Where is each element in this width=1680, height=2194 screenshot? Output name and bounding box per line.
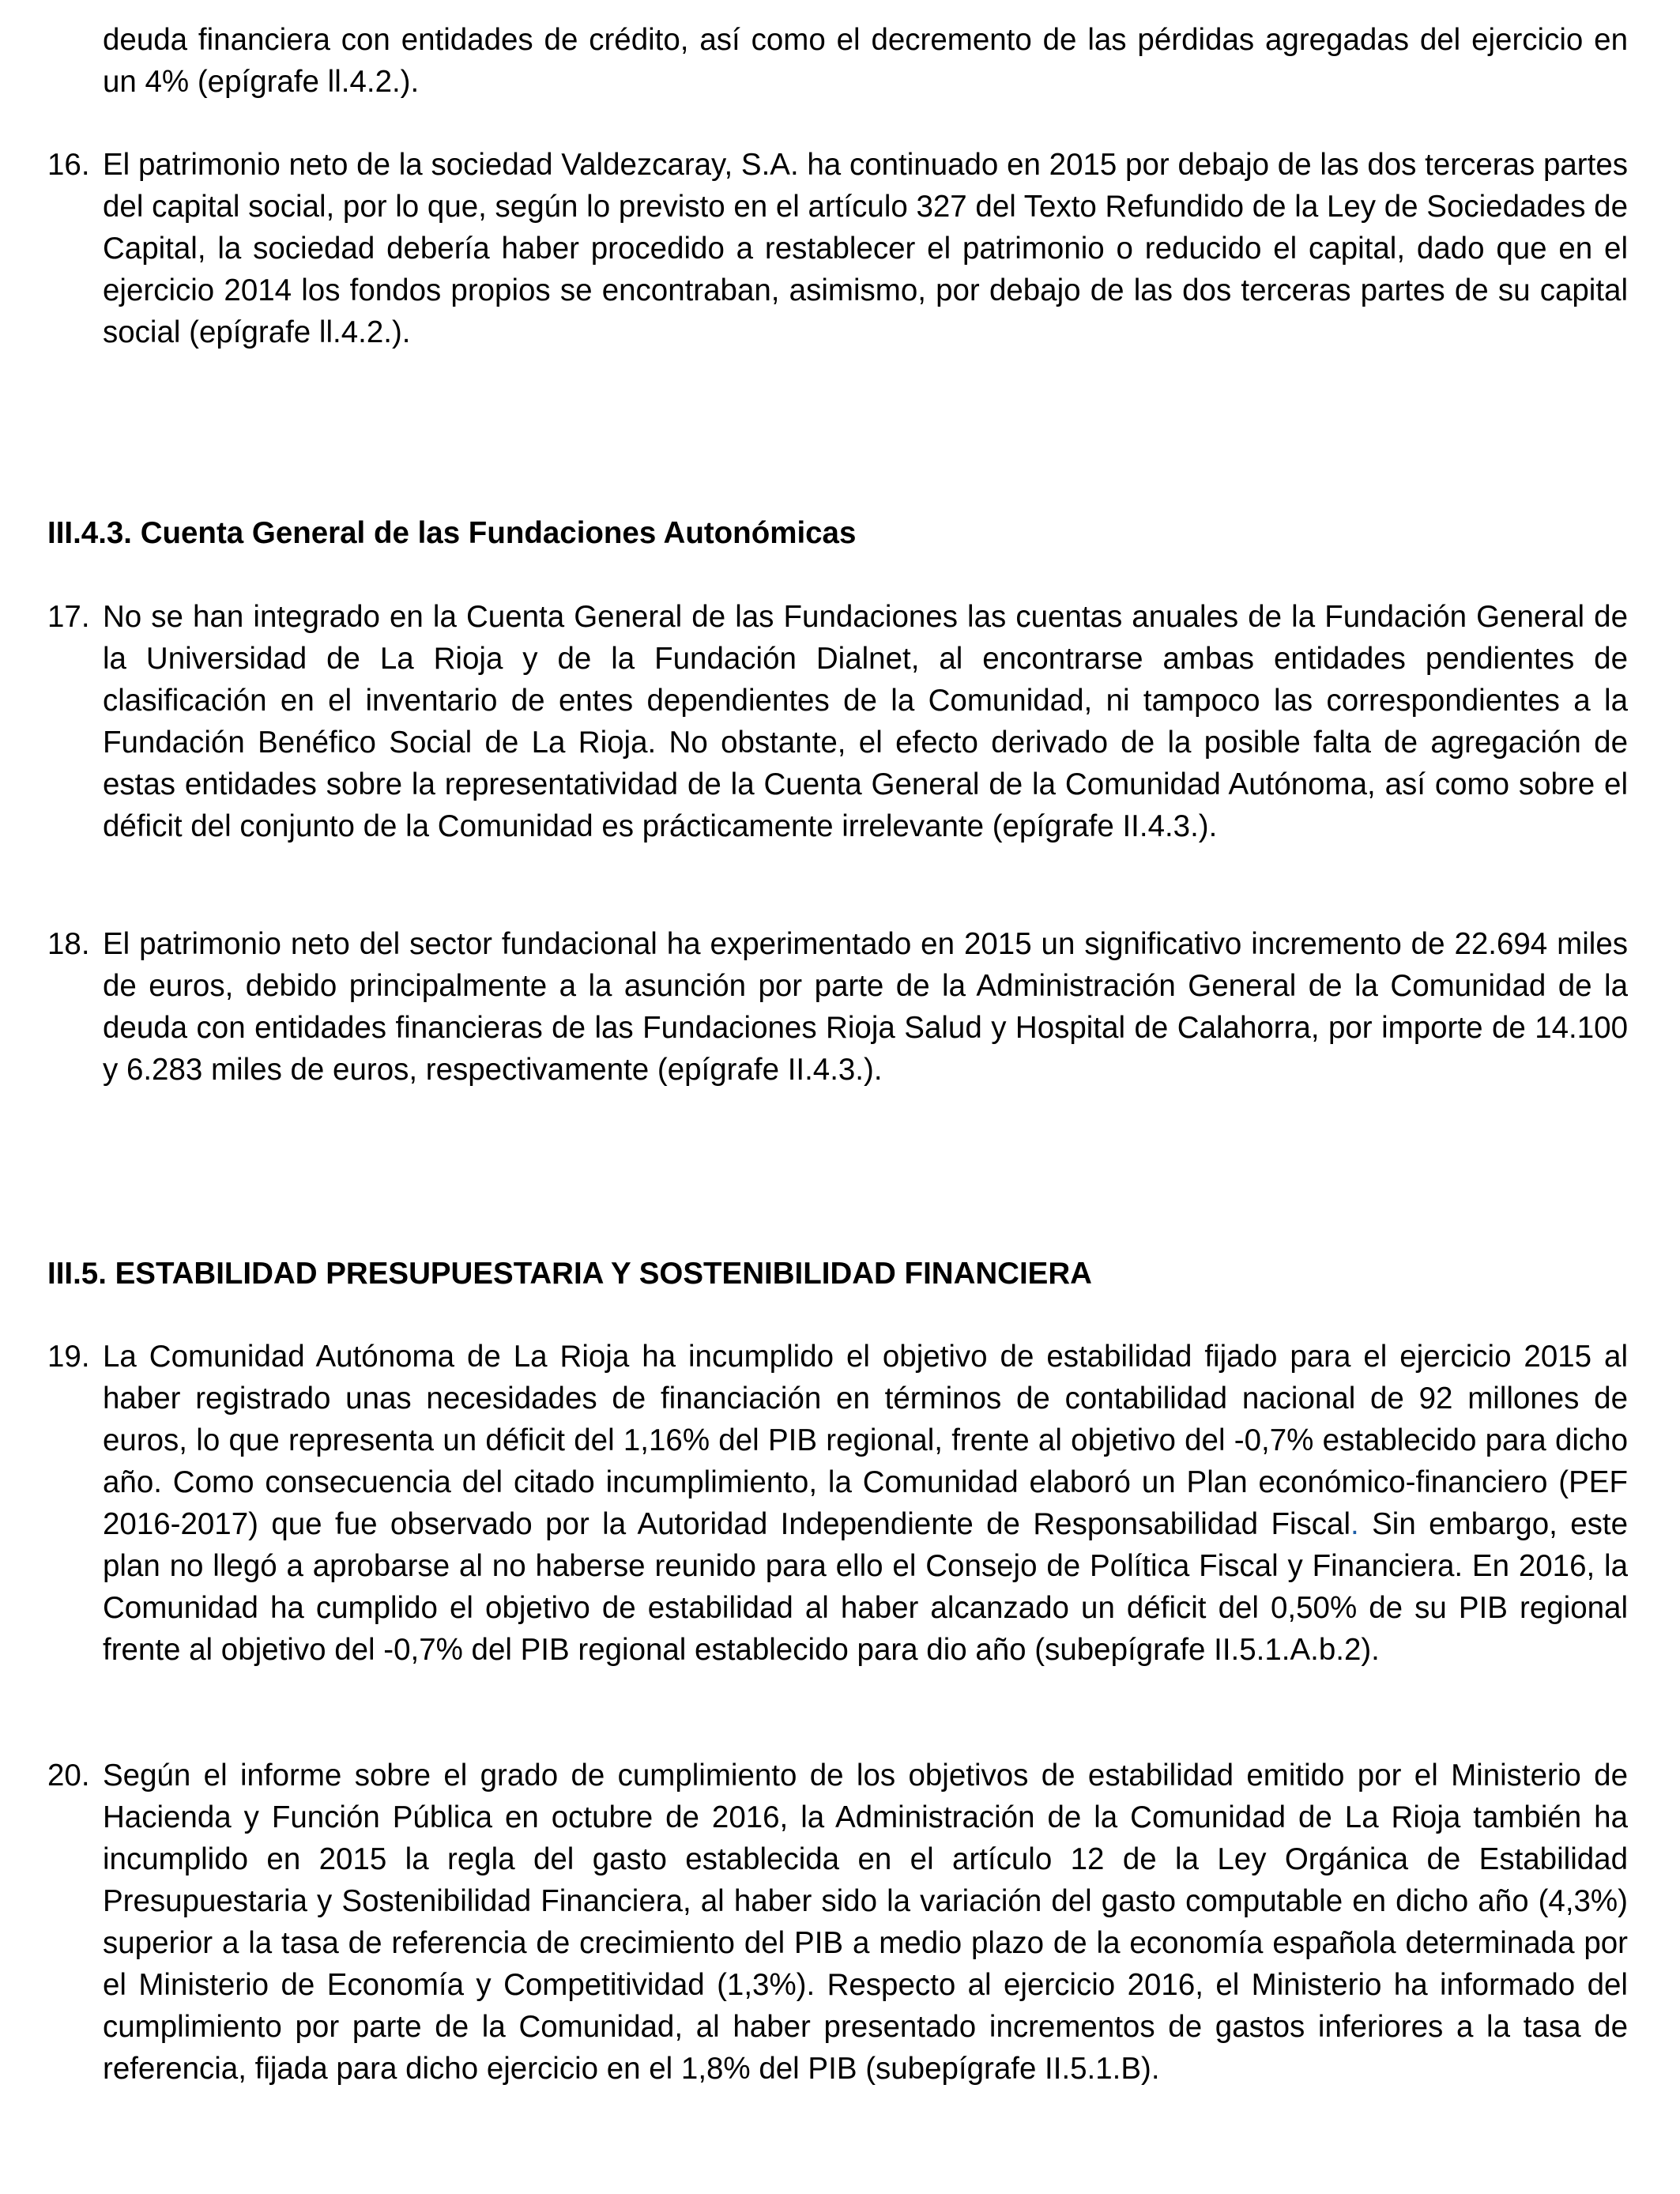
item-number: 19. — [47, 1340, 90, 1374]
list-item-20 — [47, 1755, 1628, 2090]
list-item-17 — [47, 596, 1628, 847]
item-text: No se han integrado en la Cuenta General de las Fundaciones las cuentas anuales de la Fundación General de la Universidad de La Rioja y de la Fundación Dialnet, al encontrarse ambas entidades pendientes de clasificación en el inventario de entes dependientes de la Comunidad, ni tampoco las correspondientes a la Fundación Benéfico Social de La Rioja. No obstante, el efecto derivado de la posible falta de agregación de estas entidades sobre la representatividad de la Cuenta General de la Comunidad Autónoma, así como sobre el déficit del conjunto de la Comunidad es prácticamente irrelevante (epígrafe II.4.3.). — [103, 600, 1628, 843]
intro-continuation: deuda financiera con entidades de crédito, así como el decremento de las pérdidas agregadas del ejercicio en un 4% (epígrafe ll.4.2.). — [103, 23, 1628, 99]
item-number: 17. — [47, 600, 90, 634]
item-text — [103, 1336, 1628, 1671]
section-heading-4-3: III.4.3. Cuenta General de las Fundaciones Autonómicas — [47, 516, 857, 550]
item-text: Según el informe sobre el grado de cumplimiento de los objetivos de estabilidad emitido por el Ministerio de Hacienda y Función Pública en octubre de 2016, la Administración de la Comunidad de La Rioja también ha incumplido en 2015 la regla del gasto establecida en el artículo 12 de la Ley Orgánica de Estabilidad Presupuestaria y Sostenibilidad Financiera, al haber sido la variación del gasto computable en dicho año (4,3%) superior a la tasa de referencia de crecimiento del PIB a medio plazo de la economía española determinada por el Ministerio de Economía y Competitividad (1,3%). Respecto al ejercicio 2016, el Ministerio ha informado del cumplimiento por parte de la Comunidad, al haber presentado incrementos de gastos inferiores a la tasa de referencia, fijada para dicho ejercicio en el 1,8% del PIB (subepígrafe II.5.1.B). — [103, 1759, 1628, 2086]
item-text: El patrimonio neto de la sociedad Valdezcaray, S.A. ha continuado en 2015 por debajo de las dos terceras partes del capital social, por lo que, según lo previsto en el artículo 327 del Texto Refundido de la Ley de Sociedades de Capital, la sociedad debería haber procedido a restablecer el patrimonio o reducido el capital, dado que en el ejercicio 2014 los fondos propios se encontraban, asimismo, por debajo de las dos terceras partes de su capital social (epígrafe ll.4.2.). — [103, 148, 1628, 349]
item-text: El patrimonio neto del sector fundacional ha experimentado en 2015 un significativo incremento de 22.694 miles de euros, debido principalmente a la asunción por parte de la Administración General de la Comunidad de la deuda con entidades financieras de las Fundaciones Rioja Salud y Hospital de Calahorra, por importe de 14.100 y 6.283 miles de euros, respectivamente (epígrafe II.4.3.). — [103, 927, 1628, 1087]
list-item-18 — [47, 923, 1628, 1091]
item-text-part-2: Sin embargo, este plan no llegó a aprobarse al no haberse reunido para ello el Consejo de Política Fiscal y Financiera. En 2016, la Comunidad ha cumplido el objetivo de estabilidad al haber alcanzado un déficit del 0,50% de su PIB regional frente al objetivo del -0,7% del PIB regional establecido para dio año (subepígrafe II.5.1.A.b.2). — [103, 1507, 1629, 1667]
item-text-part-1: La Comunidad Autónoma de La Rioja ha incumplido el objetivo de estabilidad fijado para el ejercicio 2015 al haber registrado unas necesidades de financiación en términos de contabilidad nacional de 92 millones de euros, lo que representa un déficit del 1,16% del PIB regional, frente al objetivo del -0,7% establecido para dicho año. Como consecuencia del citado incumplimiento, la Comunidad elaboró un Plan económico-financiero (PEF 2016-2017) que fue observado por la Autoridad Independiente de Responsabilidad Fiscal — [103, 1340, 1628, 1541]
list-item-16 — [47, 144, 1628, 353]
list-item-19 — [47, 1336, 1628, 1671]
item-number: 20. — [47, 1759, 90, 1793]
section-heading-5: III.5. ESTABILIDAD PRESUPUESTARIA Y SOSTENIBILIDAD FINANCIERA — [47, 1257, 1092, 1291]
item-text-accent: . — [1350, 1507, 1359, 1541]
item-number: 16. — [47, 148, 90, 182]
item-number: 18. — [47, 927, 90, 961]
